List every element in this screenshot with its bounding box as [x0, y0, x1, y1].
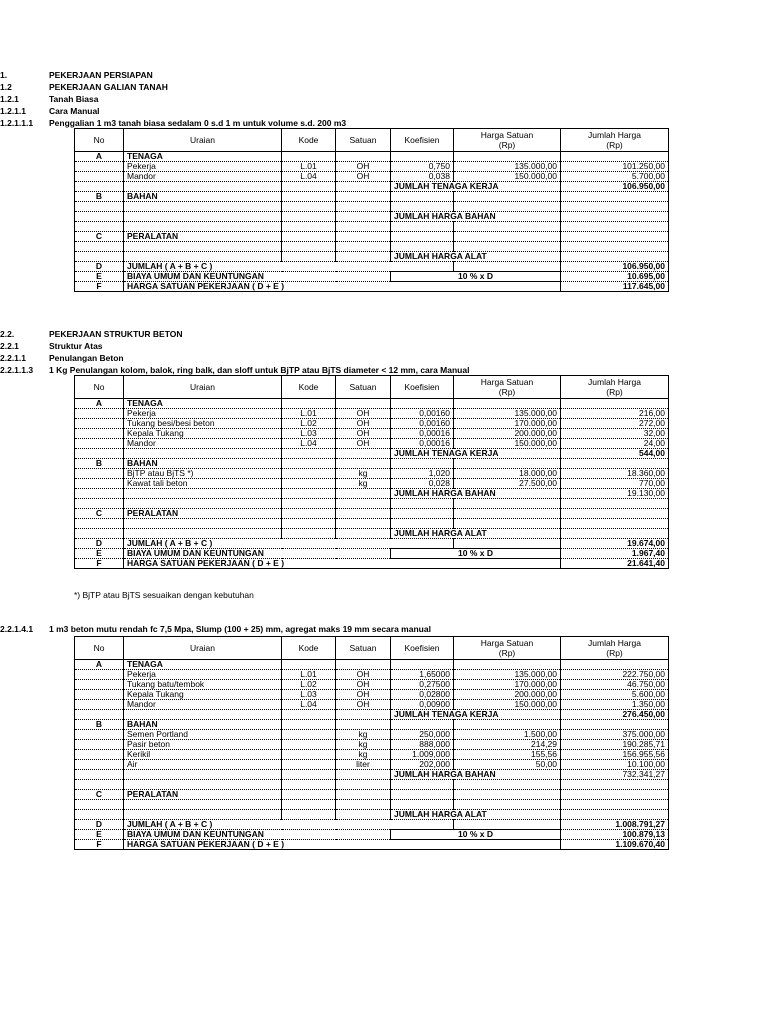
col-jumlah-harga: Jumlah Harga (Rp): [561, 129, 669, 152]
subtotal-bahan-row: JUMLAH HARGA BAHAN 732.341,27: [75, 770, 669, 780]
ahs-table-2: [74, 375, 669, 569]
table-row: Tukang besi/besi beton L.02 OH 0,00160 170.000,00 272,00: [75, 419, 669, 429]
col-kode: Kode: [282, 129, 336, 152]
ahs-table-3: [74, 636, 669, 850]
col-jumlah-harga: Jumlah Harga (Rp): [561, 637, 669, 660]
table-row: [75, 800, 669, 810]
table-header: [75, 637, 669, 660]
table-header: [75, 376, 669, 399]
table-row: [75, 242, 669, 252]
col-uraian: Uraian: [124, 129, 282, 152]
table-row: Semen Portland kg 250,000 1.500,00 375.000,00: [75, 730, 669, 740]
col-harga-satuan: Harga Satuan (Rp): [454, 637, 561, 660]
col-no: No: [75, 376, 124, 399]
group-b-row: B BAHAN: [75, 459, 669, 469]
group-a-row: A TENAGA: [75, 152, 669, 162]
col-harga-satuan: Harga Satuan (Rp): [454, 129, 561, 152]
group-b-row: B BAHAN: [75, 192, 669, 202]
total-e-row: E BIAYA UMUM DAN KEUNTUNGAN 10 % x D 1.967,40: [75, 549, 669, 559]
col-kode: Kode: [282, 637, 336, 660]
table-row: [75, 780, 669, 790]
total-d-row: D JUMLAH ( A + B + C ) 1.008.791,27: [75, 820, 669, 830]
table-row: Air liter 202,000 50,00 10.100,00: [75, 760, 669, 770]
col-koefisien: Koefisien: [391, 129, 454, 152]
subtotal-alat-row: JUMLAH HARGA ALAT: [75, 810, 669, 820]
table-row: [75, 519, 669, 529]
table-row: Mandor L.04 OH 0,00900 150.000,00 1.350,00: [75, 700, 669, 710]
ahs-table-1: [74, 128, 669, 292]
total-d-row: D JUMLAH ( A + B + C ) 106.950,00: [75, 262, 669, 272]
group-c-row: C PERALATAN: [75, 232, 669, 242]
col-satuan: Satuan: [336, 129, 391, 152]
table-row: Mandor L.04 OH 0,00016 150.000,00 24,00: [75, 439, 669, 449]
table-row: Kepala Tukang L.03 OH 0,00016 200.000,00 32,00: [75, 429, 669, 439]
table-row: Pekerja L.01 OH 1,65000 135.000,00 222.750,00: [75, 670, 669, 680]
col-kode: Kode: [282, 376, 336, 399]
total-f-row: F HARGA SATUAN PEKERJAAN ( D + E ) 117.645,00: [75, 282, 669, 292]
table-row: Mandor L.04 OH 0,038 150.000,00 5.700,00: [75, 172, 669, 182]
subtotal-tenaga-row: JUMLAH TENAGA KERJA 276.450,00: [75, 710, 669, 720]
table-row: BjTP atau BjTS *) kg 1,020 18.000,00 18.360,00: [75, 469, 669, 479]
group-b-row: B BAHAN: [75, 720, 669, 730]
table-row: [75, 202, 669, 212]
col-koefisien: Koefisien: [391, 376, 454, 399]
footnote: *) BjTP atau BjTS sesuaikan dengan kebutuhan: [74, 590, 254, 600]
total-e-row: E BIAYA UMUM DAN KEUNTUNGAN 10 % x D 100.879,13: [75, 830, 669, 840]
total-e-row: E BIAYA UMUM DAN KEUNTUNGAN 10 % x D 10.695,00: [75, 272, 669, 282]
group-a-row: A TENAGA: [75, 660, 669, 670]
col-jumlah-harga: Jumlah Harga (Rp): [561, 376, 669, 399]
col-satuan: Satuan: [336, 376, 391, 399]
col-koefisien: Koefisien: [391, 637, 454, 660]
col-harga-satuan: Harga Satuan (Rp): [454, 376, 561, 399]
total-f-row: F HARGA SATUAN PEKERJAAN ( D + E ) 21.641,40: [75, 559, 669, 569]
col-no: No: [75, 637, 124, 660]
subtotal-bahan-row: JUMLAH HARGA BAHAN 19.130,00: [75, 489, 669, 499]
table-row: [75, 222, 669, 232]
table-row: [75, 499, 669, 509]
subtotal-tenaga-row: JUMLAH TENAGA KERJA 106.950,00: [75, 182, 669, 192]
col-no: No: [75, 129, 124, 152]
col-satuan: Satuan: [336, 637, 391, 660]
subtotal-tenaga-row: JUMLAH TENAGA KERJA 544,00: [75, 449, 669, 459]
col-uraian: Uraian: [124, 376, 282, 399]
group-c-row: C PERALATAN: [75, 790, 669, 800]
table-row: Kerikil kg 1.009,000 155,56 156.955,56: [75, 750, 669, 760]
subtotal-alat-row: JUMLAH HARGA ALAT: [75, 529, 669, 539]
total-f-row: F HARGA SATUAN PEKERJAAN ( D + E ) 1.109.670,40: [75, 840, 669, 850]
table-row: Kepala Tukang L.03 OH 0,02800 200.000,00 5.600,00: [75, 690, 669, 700]
table-row: Kawat tali beton kg 0,028 27.500,00 770,00: [75, 479, 669, 489]
table-row: Pasir beton kg 888,000 214,29 190.285,71: [75, 740, 669, 750]
table-header: [75, 129, 669, 152]
group-c-row: C PERALATAN: [75, 509, 669, 519]
table-row: Pekerja L.01 OH 0,00160 135.000,00 216,00: [75, 409, 669, 419]
total-d-row: D JUMLAH ( A + B + C ) 19.674,00: [75, 539, 669, 549]
subtotal-alat-row: JUMLAH HARGA ALAT: [75, 252, 669, 262]
table-row: Pekerja L.01 OH 0,750 135.000,00 101.250,00: [75, 162, 669, 172]
subtotal-bahan-row: JUMLAH HARGA BAHAN: [75, 212, 669, 222]
group-a-row: A TENAGA: [75, 399, 669, 409]
table-row: Tukang batu/tembok L.02 OH 0,27500 170.000,00 46.750,00: [75, 680, 669, 690]
col-uraian: Uraian: [124, 637, 282, 660]
